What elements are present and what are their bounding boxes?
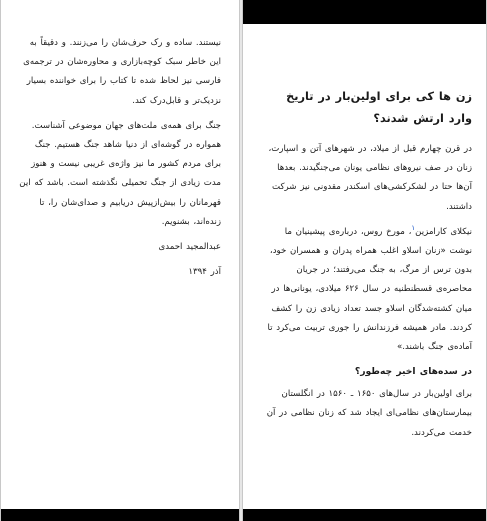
paragraph-rest: ، مورخ روس، درباره‌ی پیشینیان ما نوشت «زنان اسلاو اغلب همراه پدران و همسران خود، بدون ترس از مرگ، به جنگ می‌رفتند؛ در جریان محاصره‌ی قسطنطنیه در سال ۶۲۶ میلادی، یونانی‌ها در میان کشته‌شدگان اسلاو جسد تعداد زیادی زن را کشف کردند. مادر همیشه فرزندانش را جوری تربیت می‌کرد تا آماده‌ی جنگ باشند.»	[267, 226, 472, 353]
paragraph: نیستند. ساده و رک حرف‌شان را می‌زنند. و دقیقاً به این خاطر سبک کوچه‌بازاری و محاوره‌شان در ترجمه‌ی فارسی نیز لحاظ شده تا کتاب را برای خواننده بسیار نزدیک‌تر و قابل‌درک کند.	[23, 38, 221, 106]
page-bottom-bar	[1, 509, 239, 521]
paragraph: جنگ برای همه‌ی ملت‌های جهان موضوعی آشناست. همواره در گوشه‌ای از دنیا شاهد جنگ هستیم. جنگ برای مردم کشور ما نیز واژه‌ی غریبی نیست و هنوز مدت زیادی از جنگ تحمیلی نگذشته است. باشد که این قهرمانان را بیش‌ازپیش دریابیم و صدای‌شان را، تا زنده‌اند، بشنویم.	[19, 120, 221, 227]
right-page	[242, 0, 487, 521]
translator-signature: عبدالمجید احمدی	[158, 242, 221, 253]
subheading: در سده‌های اخیر چه‌طور؟	[354, 366, 472, 378]
paragraph-start: نیکلای کارامزین	[415, 226, 472, 237]
paragraph: برای اولین‌بار در سال‌های ۱۶۵۰ ـ ۱۵۶۰ در انگلستان بیمارستان‌های نظامی‌ای ایجاد شد که زنان نظامی در آن خدمت می‌کردند.	[266, 389, 472, 438]
footnote-link[interactable]: ۱	[411, 223, 416, 232]
left-page-text	[19, 34, 221, 288]
signature-date: آذر ۱۳۹۴	[188, 267, 221, 278]
section-heading: زن ها کی برای اولین‌بار در تاریخ وارد ارتش شدند؟	[286, 90, 472, 125]
paragraph	[261, 223, 472, 357]
right-page-text	[261, 86, 472, 449]
paragraph: در قرن چهارم قبل از میلاد، در شهرهای آتن و اسپارت، زنان در صف نیروهای نظامی یونان می‌جنگیدند. بعدها آن‌ها حتا در لشکرکشی‌های اسکندر مقدونی نیز شرکت داشتند.	[268, 144, 472, 212]
page-bottom-bar	[243, 509, 486, 521]
page-top-bar	[243, 0, 486, 24]
left-page	[0, 0, 240, 521]
